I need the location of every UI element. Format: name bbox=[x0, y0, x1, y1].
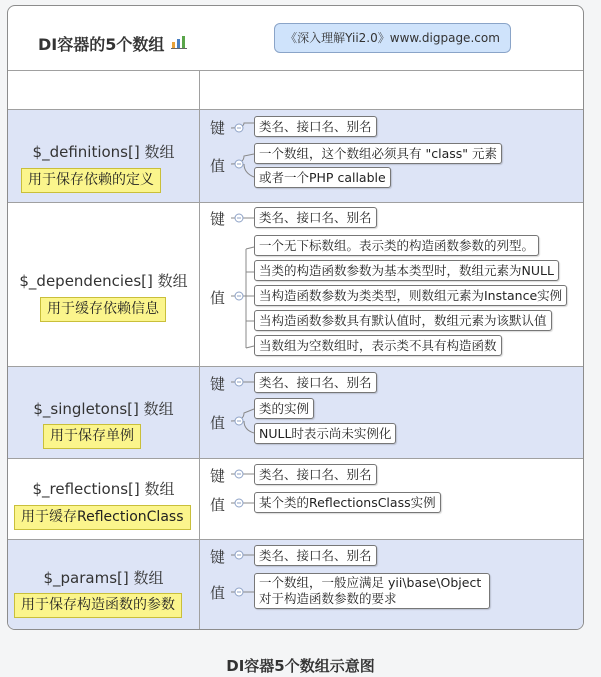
diagram-card bbox=[7, 5, 584, 630]
value-label: 值 bbox=[210, 496, 226, 514]
value-node: 当数组为空数组时，表示类不具有构造函数 bbox=[254, 335, 502, 356]
array-name: $_dependencies[] 数组 bbox=[19, 272, 188, 290]
key-label: 键 bbox=[210, 548, 226, 566]
value-node: 当构造函数参数具有默认值时，数组元素为该默认值 bbox=[254, 310, 552, 331]
value-label: 值 bbox=[210, 414, 226, 432]
diagram-caption: DI容器5个数组示意图 bbox=[226, 657, 375, 675]
key-node: 类名、接口名、别名 bbox=[254, 207, 377, 228]
key-node: 类名、接口名、别名 bbox=[254, 372, 377, 393]
key-label: 键 bbox=[210, 375, 226, 393]
value-node: 当类的构造函数参数为基本类型时，数组元素为NULL bbox=[254, 260, 559, 281]
key-label: 键 bbox=[210, 119, 226, 137]
value-node: 或者一个PHP callable bbox=[254, 167, 391, 188]
array-purpose: 用于缓存ReflectionClass bbox=[14, 505, 191, 530]
key-node: 类名、接口名、别名 bbox=[254, 464, 377, 485]
value-label: 值 bbox=[210, 584, 226, 602]
value-line: 对于构造函数参数的要求 bbox=[259, 591, 397, 606]
value-node bbox=[254, 573, 490, 609]
value-node: 当构造函数参数为类类型，则数组元素为Instance实例 bbox=[254, 285, 567, 306]
array-purpose: 用于保存依赖的定义 bbox=[21, 168, 161, 193]
value-label: 值 bbox=[210, 289, 226, 307]
key-label: 键 bbox=[210, 467, 226, 485]
array-name: $_params[] 数组 bbox=[43, 569, 164, 587]
value-node: 一个无下标数组。表示类的构造函数参数的列型。 bbox=[254, 235, 539, 256]
value-node: 某个类的ReflectionsClass实例 bbox=[254, 492, 441, 513]
diagram-title: DI容器的5个数组 bbox=[38, 35, 165, 54]
value-label: 值 bbox=[210, 157, 226, 175]
book-reference-tag: 《深入理解Yii2.0》www.digpage.com bbox=[274, 23, 511, 53]
array-purpose: 用于保存构造函数的参数 bbox=[14, 593, 182, 618]
value-node: 一个数组，这个数组必须具有 "class" 元素 bbox=[254, 143, 502, 164]
key-node: 类名、接口名、别名 bbox=[254, 116, 377, 137]
value-line: 一个数组，一般应满足 yii\base\Object bbox=[259, 575, 482, 590]
array-purpose: 用于缓存依赖信息 bbox=[40, 297, 166, 322]
array-purpose: 用于保存单例 bbox=[43, 424, 141, 449]
array-name: $_singletons[] 数组 bbox=[33, 400, 174, 418]
value-node: NULL时表示尚未实例化 bbox=[254, 423, 396, 444]
value-node: 类的实例 bbox=[254, 398, 314, 419]
array-name: $_definitions[] 数组 bbox=[32, 143, 175, 161]
key-node: 类名、接口名、别名 bbox=[254, 545, 377, 566]
key-label: 键 bbox=[210, 210, 226, 228]
array-name: $_reflections[] 数组 bbox=[32, 480, 175, 498]
